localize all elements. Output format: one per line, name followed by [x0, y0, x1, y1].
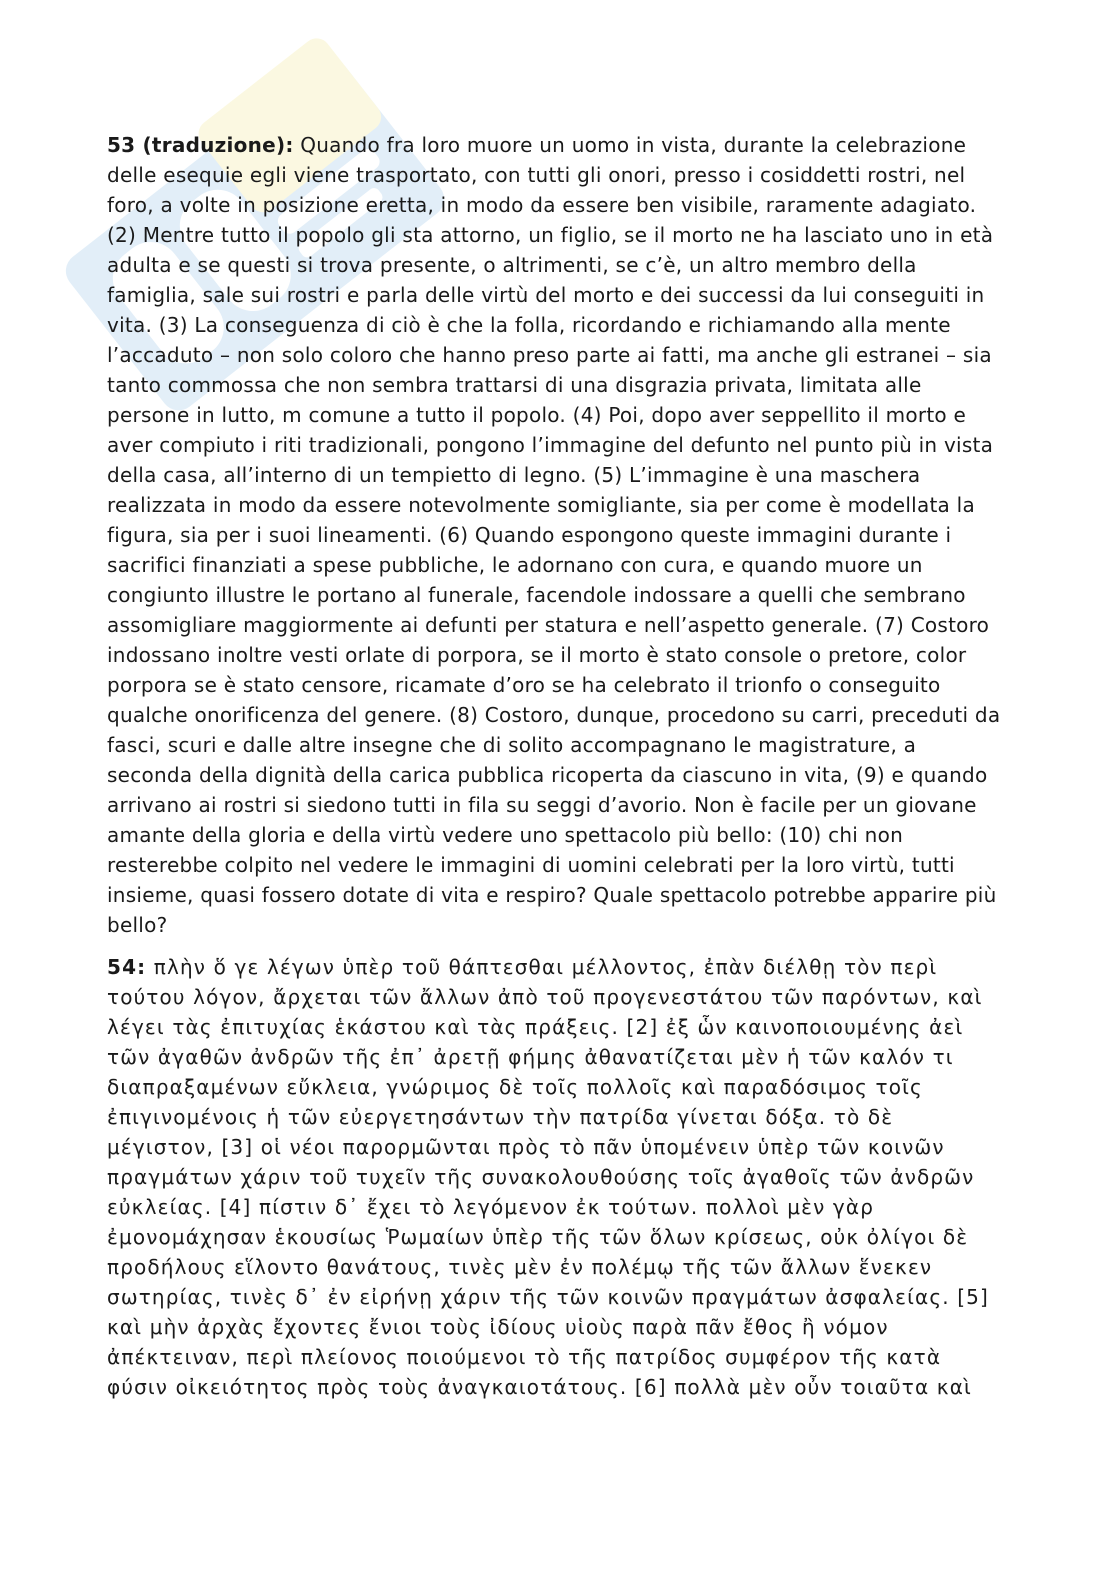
paragraph-label: 54:	[107, 955, 147, 979]
document-body	[107, 130, 1007, 1402]
paragraph-text: πλὴν ὅ γε λέγων ὑπὲρ τοῦ θάπτεσθαι μέλλοντος, ἐπὰν διέλθῃ τὸν περὶ τούτου λόγον, ἄρχεται τῶν ἄλλων ἀπὸ τοῦ προγενεστάτου τῶν παρόντων, καὶ λέγει τὰς ἐπιτυχίας ἑκάστου καὶ τὰς πράξεις. [2] ἐξ ὧν καινοποιουμένης ἀεὶ τῶν ἀγαθῶν ἀνδρῶν τῆς ἐπ᾽ ἀρετῇ φήμης ἀθανατίζεται μὲν ἡ τῶν καλόν τι διαπραξαμένων εὔκλεια, γνώριμος δὲ τοῖς πολλοῖς καὶ παραδόσιμος τοῖς ἐπιγινομένοις ἡ τῶν εὐεργετησάντων τὴν πατρίδα γίνεται δόξα. τὸ δὲ μέγιστον, [3] οἱ νέοι παρορμῶνται πρὸς τὸ πᾶν ὑπομένειν ὑπὲρ τῶν κοινῶν πραγμάτων χάριν τοῦ τυχεῖν τῆς συνακολουθούσης τοῖς ἀγαθοῖς τῶν ἀνδρῶν εὐκλείας. [4] πίστιν δ᾽ ἔχει τὸ λεγόμενον ἐκ τούτων. πολλοὶ μὲν γὰρ ἐμονομάχησαν ἑκουσίως Ῥωμαίων ὑπὲρ τῆς τῶν ὅλων κρίσεως, οὐκ ὀλίγοι δὲ προδήλους εἵλοντο θανάτους, τινὲς μὲν ἐν πολέμῳ τῆς τῶν ἄλλων ἕνεκεν σωτηρίας, τινὲς δ᾽ ἐν εἰρήνῃ χάριν τῆς τῶν κοινῶν πραγμάτων ἀσφαλείας. [5] καὶ μὴν ἀρχὰς ἔχοντες ἔνιοι τοὺς ἰδίους υἱοὺς παρὰ πᾶν ἔθος ἢ νόμον ἀπέκτειναν, περὶ πλείονος ποιούμενοι τὸ τῆς πατρίδος συμφέρον τῆς κατὰ φύσιν οἰκειότητος πρὸς τοὺς ἀναγκαιοτάτους. [6] πολλὰ μὲν οὖν τοιαῦτα καὶ	[107, 955, 990, 1399]
paragraph-54	[107, 952, 1007, 1402]
paragraph-text: Quando fra loro muore un uomo in vista, durante la celebrazione delle esequie egli viene trasportato, con tutti gli onori, presso i cosiddetti rostri, nel foro, a volte in posizione eretta, in modo da essere ben visibile, raramente adagiato. (2) Mentre tutto il popolo gli sta attorno, un figlio, se il morto ne ha lasciato uno in età adulta e se questi si trova presente, o altrimenti, se c’è, un altro membro della famiglia, sale sui rostri e parla delle virtù del morto e dei successi da lui conseguiti in vita. (3) La conseguenza di ciò è che la folla, ricordando e richiamando alla mente l’accaduto – non solo coloro che hanno preso parte ai fatti, ma anche gli estranei – sia tanto commossa che non sembra trattarsi di una disgrazia privata, limitata alle persone in lutto, m comune a tutto il popolo. (4) Poi, dopo aver seppellito il morto e aver compiuto i riti tradizionali, pongono l’immagine del defunto nel punto più in vista della casa, all’interno di un tempietto di legno. (5) L’immagine è una maschera realizzata in modo da essere notevolmente somigliante, sia per come è modellata la figura, sia per i suoi lineamenti. (6) Quando espongono queste immagini durante i sacrifici finanziati a spese pubbliche, le adornano con cura, e quando muore un congiunto illustre le portano al funerale, facendole indossare a quelli che sembrano assomigliare maggiormente ai defunti per statura e nell’aspetto generale. (7) Costoro indossano inoltre vesti orlate di porpora, se il morto è stato console o pretore, color porpora se è stato censore, ricamate d’oro se ha celebrato il trionfo o conseguito qualche onorificenza del genere. (8) Costoro, dunque, procedono su carri, preceduti da fasci, scuri e dalle altre insegne che di solito accompagnano le magistrature, a seconda della dignità della carica pubblica ricoperta da ciascuno in vita, (9) e quando arrivano ai rostri si siedono tutti in fila su seggi d’avorio. Non è facile per un giovane amante della gloria e della virtù vedere uno spettacolo più bello: (10) chi non resterebbe colpito nel vedere le immagini di uomini celebrati per la loro virtù, tutti insieme, quasi fossero dotate di vita e respiro? Quale spettacolo potrebbe apparire più bello?	[107, 133, 1001, 937]
paragraph-label: 53 (traduzione):	[107, 133, 294, 157]
paragraph-53	[107, 130, 1007, 940]
